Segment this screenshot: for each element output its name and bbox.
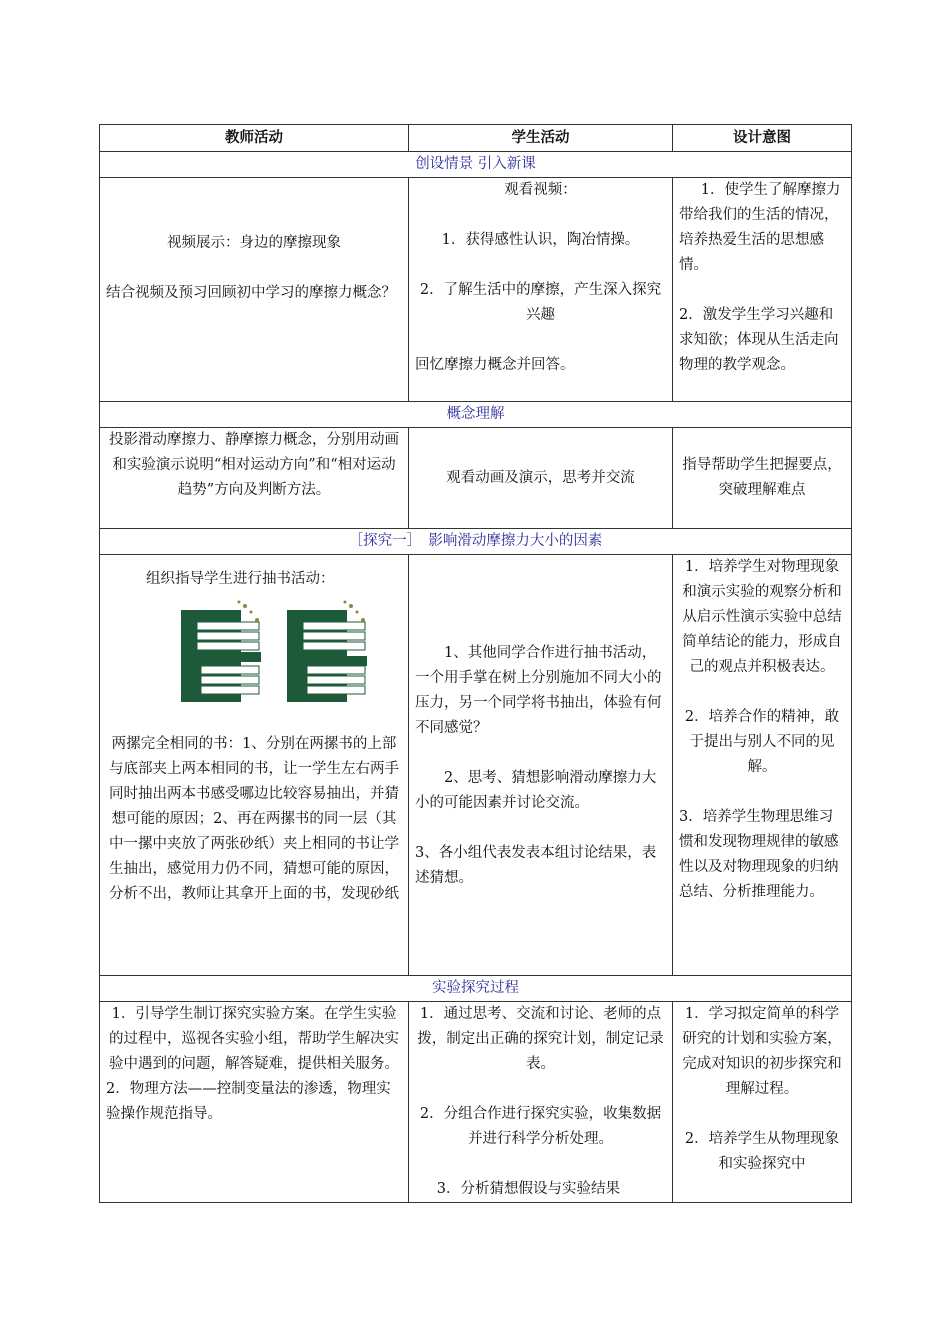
student-text: 1．获得感性认识，陶冶情操。: [441, 232, 640, 248]
student-cell: [409, 1002, 673, 1203]
design-text: 1．使学生了解摩擦力带给我们的生活的情况，培养热爱生活的思想感情。: [679, 182, 841, 273]
design-text: 2．培养合作的精神，敢于提出与别人不同的见解。: [684, 709, 840, 775]
teacher-text: 1．引导学生制订探究实验方案。在学生实验的过程中，巡视各实验小组，帮助学生解决实验中遇到的问题，解答疑难，提供相关服务。: [109, 1006, 399, 1072]
student-text: 回忆摩擦力概念并回答。: [415, 357, 575, 373]
header-row: [100, 125, 852, 152]
section-title: 创设情景 引入新课: [100, 152, 852, 178]
section-content-row: [100, 178, 852, 402]
student-text: 2、思考、猜想影响滑动摩擦力大小的可能因素并讨论交流。: [415, 770, 657, 811]
header-teacher: 教师活动: [100, 125, 409, 152]
header-student: 学生活动: [409, 125, 673, 152]
student-text: 1．通过思考、交流和讨论、老师的点拨，制定出正确的探究计划，制定记录表。: [417, 1006, 664, 1072]
teacher-cell: [100, 178, 409, 402]
design-text: 3．培养学生物理思维习惯和发现物理规律的敏感性以及对物理现象的归纳总结、分析推理能力。: [679, 809, 839, 900]
section-content-row: [100, 555, 852, 976]
design-text: 1．学习拟定简单的科学研究的计划和实验方案，完成对知识的初步探究和理解过程。: [682, 1006, 842, 1097]
book-stack-icon: [179, 600, 263, 710]
section-title: 概念理解: [100, 402, 852, 428]
design-cell: [673, 555, 852, 976]
section-title-row: [100, 529, 852, 555]
section-content-row: [100, 428, 852, 529]
student-text: 1、其他同学合作进行抽书活动，一个用手掌在树上分别施加不同大小的压力，另一个同学将书抽出，体验有何不同感觉？: [415, 645, 662, 736]
design-text: 1．培养学生对物理现象和演示实验的观察分析和从启示性演示实验中总结简单结论的能力，形成自己的观点并积极表达。: [682, 559, 842, 675]
design-text: 指导帮助学生把握要点，突破理解难点: [682, 457, 842, 498]
design-text: 2．培养学生从物理现象和实验探究中: [684, 1131, 840, 1172]
teacher-text: 2．物理方法——控制变量法的渗透，物理实验操作规范指导。: [106, 1081, 391, 1122]
teacher-cell: [100, 555, 409, 976]
student-cell: [409, 555, 673, 976]
teacher-text: 投影滑动摩擦力、静摩擦力概念，分别用动画和实验演示说明“相对运动方向”和“相对运动趋势”方向及判断方法。: [109, 432, 399, 498]
student-text: 2．了解生活中的摩擦，产生深入探究兴趣: [419, 282, 662, 323]
book-stacks-illustration: [146, 600, 402, 710]
teacher-text: 视频展示：身边的摩擦现象: [167, 235, 341, 251]
design-cell: [673, 428, 852, 529]
lesson-plan-table: [99, 124, 852, 1203]
section-title-row: [100, 976, 852, 1002]
student-text: 3．分析猜想假设与实验结果: [436, 1181, 620, 1197]
student-text: 2．分组合作进行探究实验，收集数据并进行科学分析处理。: [419, 1106, 662, 1147]
header-design: 设计意图: [673, 125, 852, 152]
section-title-row: [100, 152, 852, 178]
design-cell: [673, 1002, 852, 1203]
teacher-text: 两摞完全相同的书：1、分别在两摞书的上部与底部夹上两本相同的书，让一学生左右两手同时抽出两本书感受哪边比较容易抽出，并猜想可能的原因；2、再在两摞书的同一层（其中一摞中夹放了两张砂纸）夹上相同的书让学生抽出，感觉用力仍不同，猜想可能的原因，分析不出，教师让其拿开上面的书，发现砂纸: [109, 736, 399, 902]
design-text: 2．激发学生学习兴趣和求知欲；体现从生活走向物理的教学观念。: [679, 307, 839, 373]
design-cell: [673, 178, 852, 402]
section-title: 实验探究过程: [100, 976, 852, 1002]
student-cell: [409, 178, 673, 402]
student-text: 观看视频：: [504, 182, 577, 198]
student-cell: [409, 428, 673, 529]
teacher-text: 结合视频及预习回顾初中学习的摩擦力概念？: [106, 285, 396, 301]
teacher-text: 组织指导学生进行抽书活动：: [146, 571, 335, 587]
student-text: 3、各小组代表发表本组讨论结果，表述猜想。: [415, 845, 657, 886]
section-title-row: [100, 402, 852, 428]
teacher-cell: [100, 1002, 409, 1203]
teacher-cell: [100, 428, 409, 529]
section-title: ［探究一］ 影响滑动摩擦力大小的因素: [100, 529, 852, 555]
student-text: 观看动画及演示，思考并交流: [446, 469, 635, 486]
section-content-row: [100, 1002, 852, 1203]
book-stack-icon: [285, 600, 369, 710]
